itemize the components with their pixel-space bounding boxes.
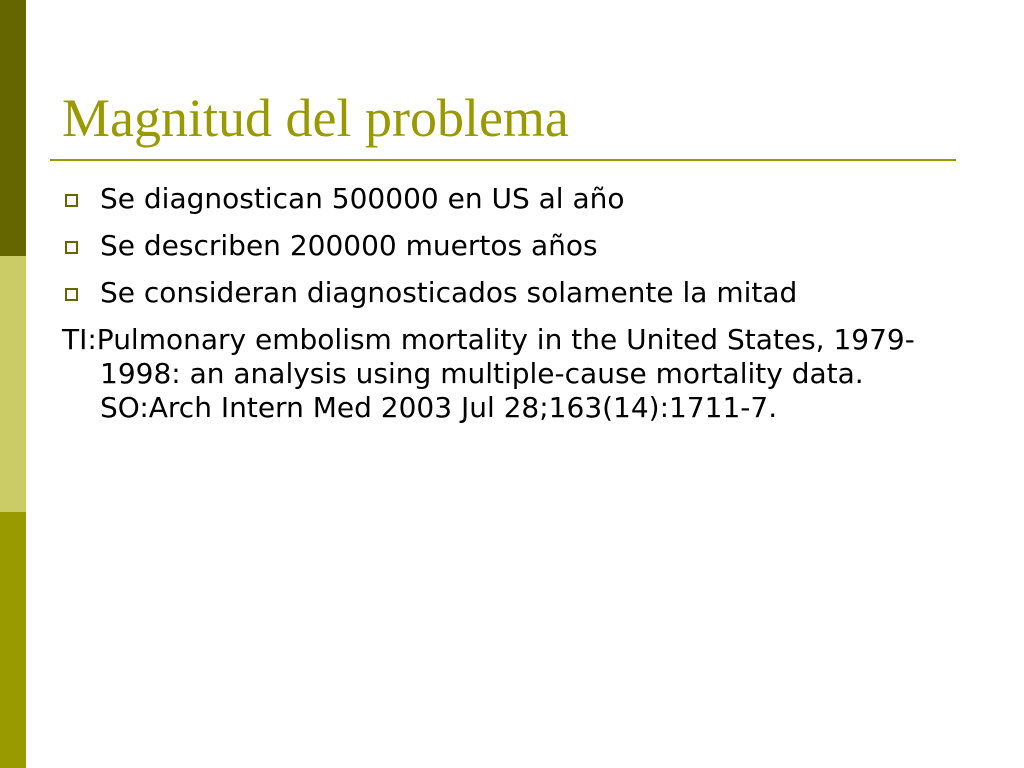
side-bar-top-segment	[0, 0, 26, 256]
bullet-item	[62, 276, 962, 310]
hollow-square-bullet-icon	[65, 194, 78, 207]
slide-content	[62, 182, 962, 425]
hollow-square-bullet-icon	[65, 288, 78, 301]
hollow-square-bullet-icon	[65, 241, 78, 254]
bullet-text: Se diagnostican 500000 en US al año	[100, 182, 625, 215]
title-underline	[50, 159, 956, 161]
bullet-text: Se describen 200000 muertos años	[100, 229, 598, 262]
bullet-item	[62, 182, 962, 216]
bullet-list	[62, 182, 962, 310]
bullet-text: Se consideran diagnosticados solamente la mitad	[100, 276, 798, 309]
side-bar-bottom-segment	[0, 512, 26, 768]
reference-citation: TI:Pulmonary embolism mortality in the United States, 1979-1998: an analysis using multiple-cause mortality data. SO:Arch Intern Med 2003 Jul 28;163(14):1711-7.	[62, 323, 915, 424]
side-accent-bar	[0, 0, 26, 768]
slide-title: Magnitud del problema	[62, 88, 569, 148]
bullet-item	[62, 229, 962, 263]
side-bar-middle-segment	[0, 256, 26, 512]
